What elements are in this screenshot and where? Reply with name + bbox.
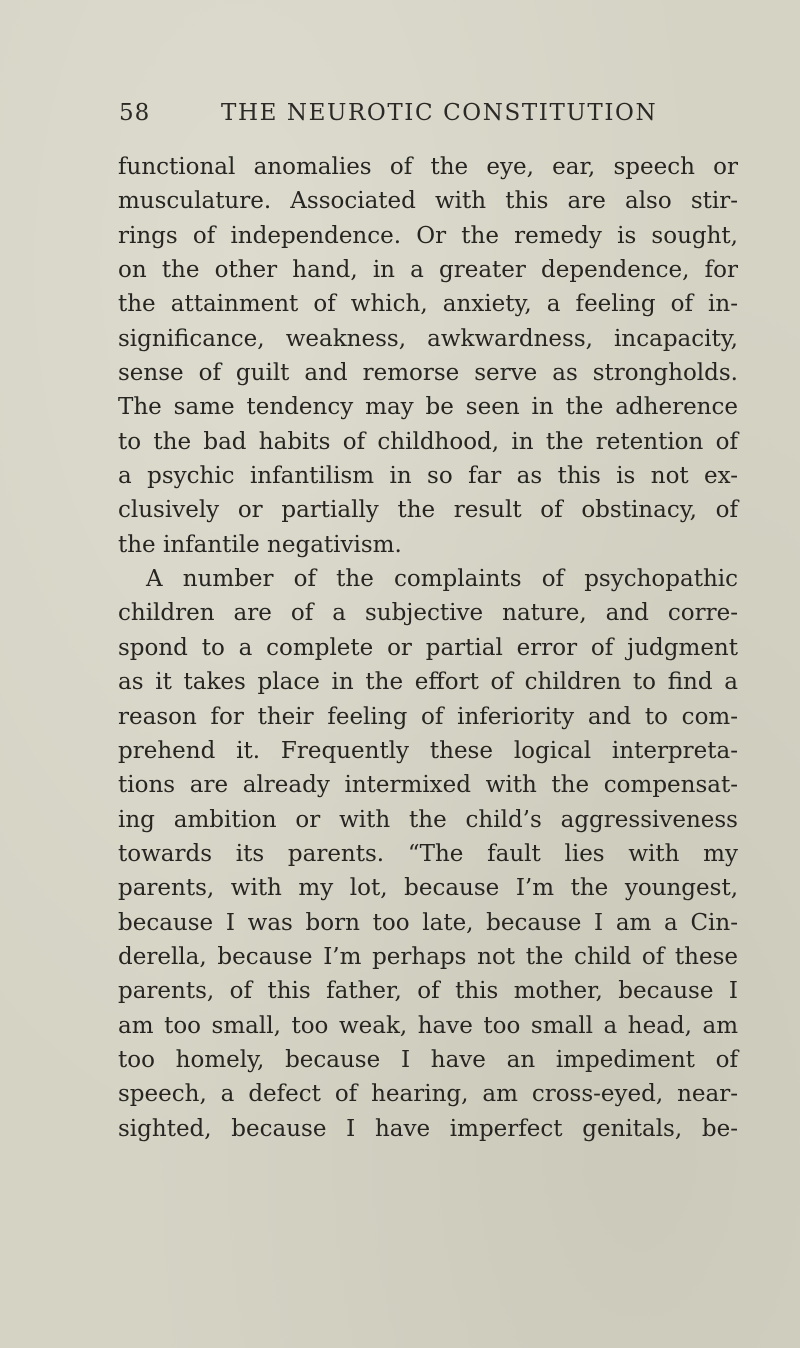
text-line: sighted, because I have imperfect genitals, be-: [118, 1115, 738, 1142]
text-line: tions are already intermixed with the compensat-: [118, 772, 738, 799]
page-number: 58: [119, 100, 151, 126]
text-line: parents, with my lot, because I’m the youngest,: [118, 875, 738, 902]
text-line: as it takes place in the effort of children to find a: [118, 669, 738, 696]
text-line: rings of independence. Or the remedy is sought,: [118, 222, 738, 249]
text-line: functional anomalies of the eye, ear, speech or: [118, 154, 738, 180]
text-line: speech, a defect of hearing, am cross-eyed, near-: [118, 1081, 738, 1108]
text-line: prehend it. Frequently these logical interpreta-: [118, 737, 738, 764]
text-line: spond to a complete or partial error of judgment: [118, 634, 738, 661]
text-line: derella, because I’m perhaps not the child of these: [118, 943, 738, 970]
text-line: significance, weakness, awkwardness, incapacity,: [118, 325, 738, 352]
text-line: to the bad habits of childhood, in the retention of: [118, 428, 738, 455]
text-line: A number of the complaints of psychopathic: [146, 566, 738, 593]
text-line: too homely, because I have an impediment of: [118, 1046, 738, 1073]
body-text: [118, 150, 738, 1146]
text-line: towards its parents. “The fault lies with my: [118, 840, 738, 867]
text-line: the infantile negativism.: [118, 531, 402, 558]
text-line: sense of guilt and remorse serve as strongholds.: [118, 360, 738, 387]
text-line: musculature. Associated with this are also stir-: [118, 188, 738, 215]
text-line: The same tendency may be seen in the adherence: [118, 394, 738, 421]
running-head: THE NEUROTIC CONSTITUTION: [221, 100, 658, 126]
text-line: children are of a subjective nature, and corre-: [118, 600, 738, 627]
text-line: reason for their feeling of inferiority and to com-: [118, 703, 738, 730]
text-line: am too small, too weak, have too small a head, am: [118, 1012, 738, 1039]
text-line: ing ambition or with the child’s aggressiveness: [118, 806, 738, 833]
text-line: parents, of this father, of this mother, because I: [118, 978, 738, 1005]
text-line: clusively or partially the result of obstinacy, of: [118, 497, 738, 524]
text-line: a psychic infantilism in so far as this is not ex-: [118, 463, 738, 490]
page-header: [119, 100, 719, 140]
text-line: because I was born too late, because I am a Cin-: [118, 909, 738, 936]
text-line: the attainment of which, anxiety, a feeling of in-: [118, 291, 738, 318]
text-line: on the other hand, in a greater dependence, for: [118, 257, 738, 284]
